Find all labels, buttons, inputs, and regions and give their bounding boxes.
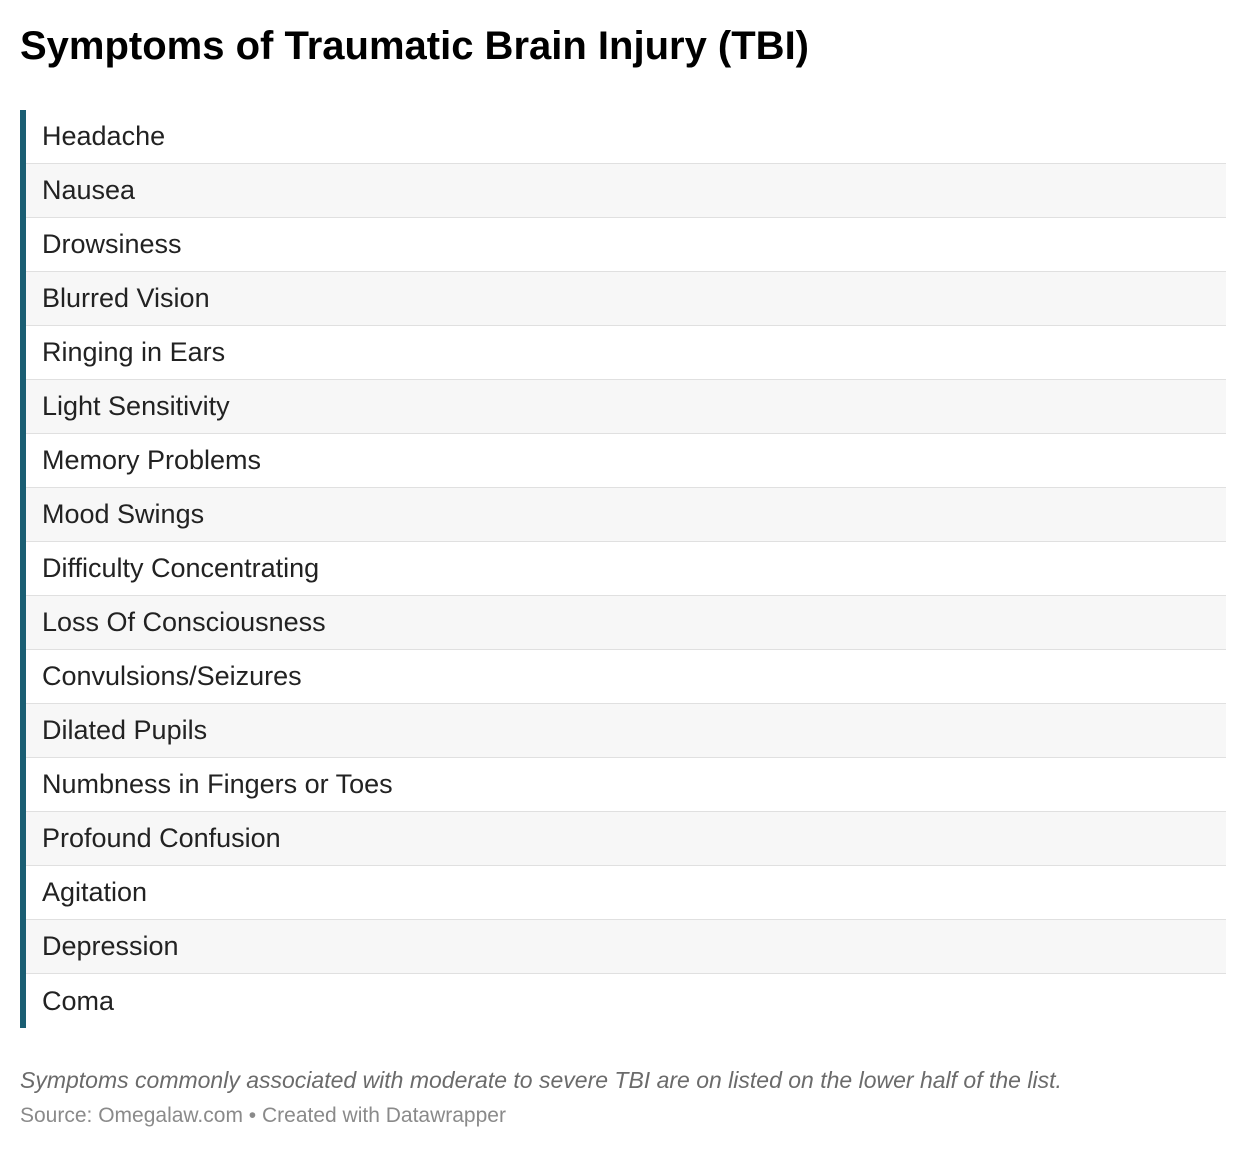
table-row — [26, 650, 1226, 704]
table-row — [26, 326, 1226, 380]
symptom-table — [20, 110, 1226, 1028]
chart-title: Symptoms of Traumatic Brain Injury (TBI) — [20, 24, 810, 68]
symptom-cell: Nausea — [42, 175, 136, 205]
symptom-cell: Depression — [42, 931, 179, 961]
symptom-cell: Drowsiness — [42, 229, 182, 259]
symptom-cell: Loss Of Consciousness — [42, 607, 326, 637]
symptom-cell: Agitation — [42, 877, 148, 907]
symptom-cell: Coma — [42, 985, 115, 1016]
table-row — [26, 866, 1226, 920]
symptom-cell: Ringing in Ears — [42, 337, 226, 367]
symptom-cell: Blurred Vision — [42, 283, 210, 313]
source-label: Source: — [20, 1104, 93, 1127]
table-row — [26, 434, 1226, 488]
table-row — [26, 488, 1226, 542]
symptom-cell: Profound Confusion — [42, 823, 281, 853]
footer-separator: • — [248, 1104, 257, 1127]
chart-notes: Symptoms commonly associated with moderate to severe TBI are on listed on the lower half of the list. — [20, 1067, 1062, 1093]
table-row — [26, 164, 1226, 218]
table-row — [26, 758, 1226, 812]
chart-footer — [20, 1101, 506, 1131]
table-row — [26, 920, 1226, 974]
symptom-cell: Numbness in Fingers or Toes — [42, 769, 393, 799]
table-row — [26, 596, 1226, 650]
table-row — [26, 110, 1226, 164]
source-link[interactable]: Omegalaw.com — [98, 1104, 243, 1127]
datawrapper-credit[interactable]: Created with Datawrapper — [262, 1104, 506, 1127]
table-row — [26, 218, 1226, 272]
symptom-cell: Headache — [42, 121, 166, 151]
symptom-cell: Mood Swings — [42, 499, 205, 529]
table-row — [26, 704, 1226, 758]
symptom-cell: Memory Problems — [42, 445, 262, 475]
symptom-cell: Difficulty Concentrating — [42, 553, 320, 583]
table-row — [26, 272, 1226, 326]
table-row — [26, 812, 1226, 866]
symptom-cell: Dilated Pupils — [42, 715, 208, 745]
table-row — [26, 380, 1226, 434]
table-row — [26, 974, 1226, 1028]
table-row — [26, 542, 1226, 596]
symptom-cell: Convulsions/Seizures — [42, 661, 302, 691]
symptom-cell: Light Sensitivity — [42, 391, 230, 421]
